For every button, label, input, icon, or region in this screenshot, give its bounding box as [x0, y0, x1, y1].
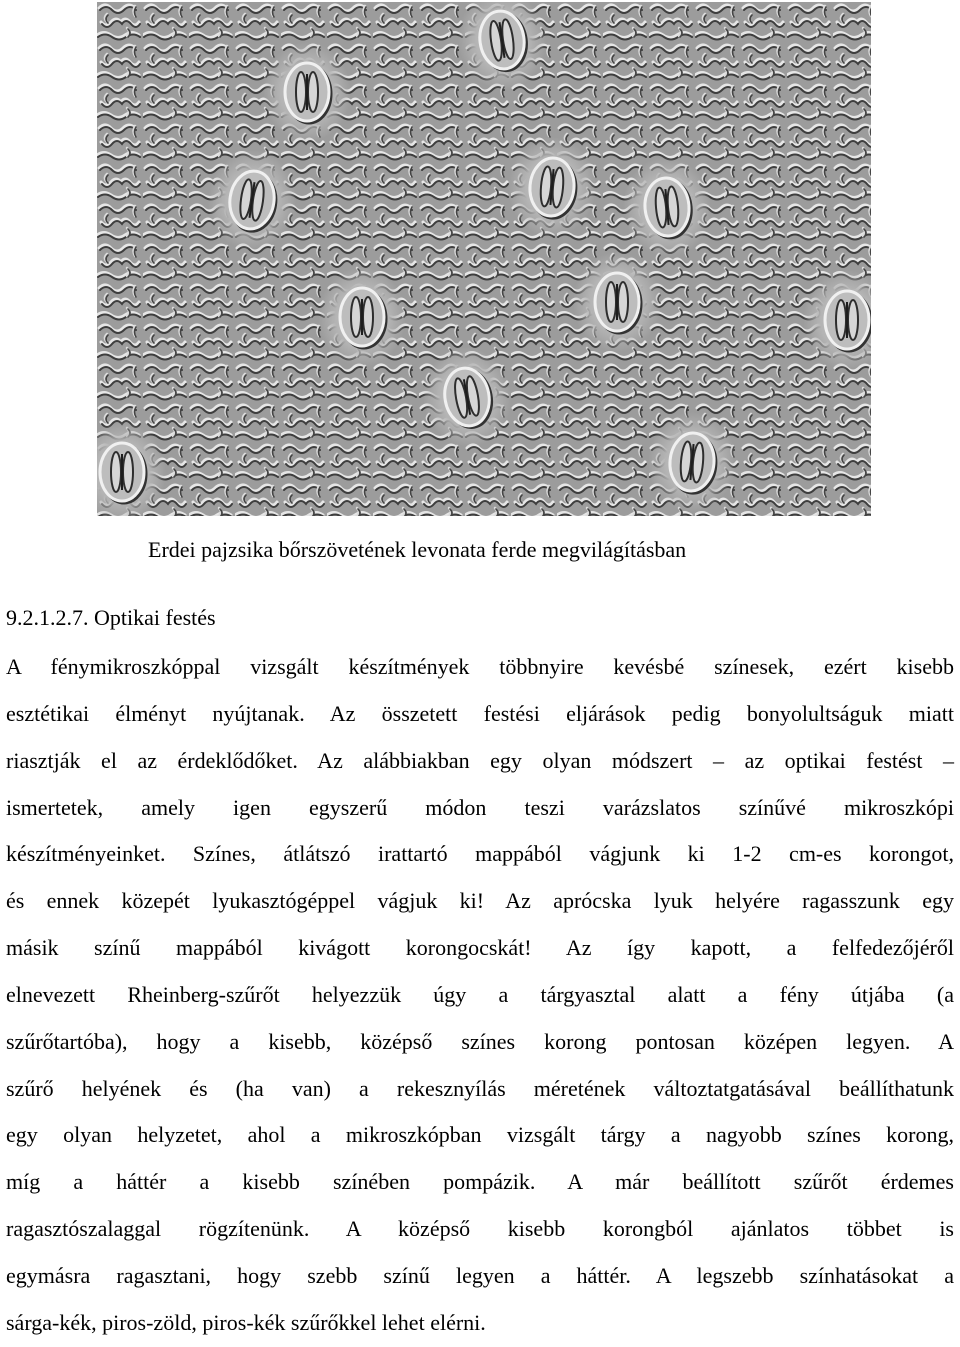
body-line: egymásra ragasztani, hogy szebb színű legyen a háttér. A legszebb színhatásokat a: [6, 1262, 954, 1288]
body-line: ismertetek, amely igen egyszerű módon teszi varázslatos színűvé mikroszkópi: [6, 794, 954, 820]
body-line: szűrőtartóba), hogy a kisebb, középső színes korong pontosan középen legyen. A: [6, 1028, 954, 1054]
section-heading: 9.2.1.2.7. Optikai festés: [6, 605, 216, 630]
body-line: míg a háttér a kisebb színében pompázik. A már beállított szűrőt érdemes: [6, 1169, 954, 1195]
body-line: sárga-kék, piros-zöld, piros-kék szűrőkkel lehet elérni.: [6, 1309, 486, 1335]
micrograph-image: [97, 2, 871, 516]
body-line: szűrő helyének és (ha van) a rekesznyílás méretének változtatgatásával beállíthatunk: [6, 1075, 954, 1101]
body-line: esztétikai élményt nyújtanak. Az összetett festési eljárások pedig bonyolultságuk miatt: [6, 700, 954, 726]
stoma-cell: [263, 42, 351, 142]
body-line: riasztják el az érdeklődőket. Az alábbiakban egy olyan módszert – az optikai festést –: [6, 747, 954, 773]
epidermis-micrograph: [97, 2, 871, 516]
body-line: másik színű mappából kivágott korongocskát! Az így kapott, a felfedezőjéről: [6, 935, 954, 961]
body-line: egy olyan helyzetet, ahol a mikroszkópban vizsgált tárgy a nagyobb színes korong,: [6, 1122, 954, 1148]
body-line: és ennek közepét lyukasztógéppel vágjuk ki! Az aprócska lyuk helyére ragasszunk egy: [6, 888, 954, 914]
body-line: A fénymikroszkóppal vizsgált készítmények többnyire kevésbé színesek, ezért kisebb: [6, 654, 954, 679]
body-line: elnevezett Rheinberg-szűrőt helyezzük úgy a tárgyasztal alatt a fény útjába (a: [6, 981, 954, 1007]
stoma-cell: [318, 267, 406, 367]
body-paragraph: [6, 644, 954, 1347]
figure-caption: Erdei pajzsika bőrszövetének levonata ferde megvilágításban: [148, 537, 687, 562]
body-line: ragasztószalaggal rögzítenünk. A középső kisebb korongból ajánlatos többet is: [6, 1216, 954, 1242]
body-line: készítményeinket. Színes, átlátszó irattartó mappából vágjunk ki 1-2 cm-es korongot,: [6, 841, 954, 867]
stoma-cell: [573, 252, 661, 352]
